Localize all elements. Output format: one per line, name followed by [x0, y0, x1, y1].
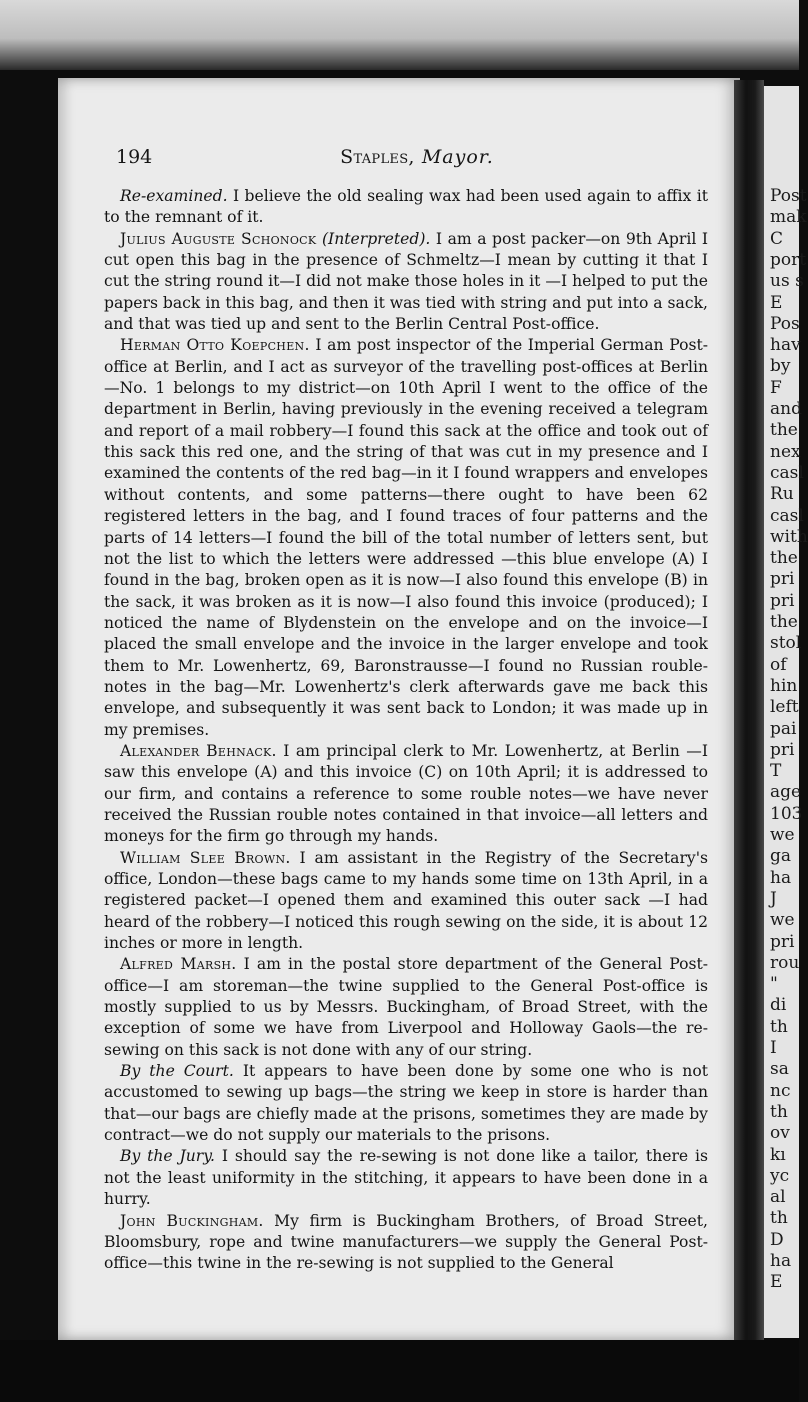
paragraph-text: I am post inspector of the Imperial German Post-office at Berlin, and I act as surveyor of the travelling post-offices at Berlin—No. 1 belongs to my district—on 10th April I went to the office of the department in Berlin, having previously in the evening received a telegram and report of a mail robbery—I found this sack at the office and took out of this sack this red one, and the string of that was cut in my presence and I examined the contents of the red bag—in it I found wrappers and envelopes without contents, and some patterns—there ought to have been 62 registered letters in the bag, and I found traces of four patterns and the parts of 14 letters—I found the bill of the total number of letters sent, but not the list to which the letters were addressed —this blue envelope (A) I found in the bag, broken open as it is now—I also found this envelope (B) in the sack, it was broken as it is now—I also found this invoice (produced); I noticed the name of Blydenstein on the envelope and on the invoice—I placed the small envelope and the invoice in the larger envelope and took them to Mr. Lowenhertz, 69, Baronstrausse—I found no Russian rouble-notes in the bag—Mr. Lowenhertz's clerk afterwards gave me back this envelope, and subsequently it was sent back to London; it was made up in my premises.	[104, 336, 709, 739]
speaker-name: Alfred Marsh.	[120, 955, 237, 974]
facing-page-fragment: casl	[770, 505, 804, 526]
paragraph-by-the-jury	[104, 1146, 708, 1210]
facing-page-edge	[764, 86, 808, 1338]
facing-page-fragment: pri	[770, 739, 795, 760]
facing-page-fragment: E	[770, 1272, 783, 1293]
paragraph-lead: Re-examined.	[120, 187, 228, 205]
facing-page-fragment: age	[770, 782, 802, 803]
facing-page-fragment: F	[770, 377, 782, 398]
paragraph-re-examined	[104, 186, 708, 229]
facing-page-fragment: mak	[770, 207, 807, 228]
facing-page-fragment: the	[770, 420, 798, 441]
book-gutter	[734, 80, 764, 1340]
running-head	[116, 146, 718, 168]
paragraph-behnack	[104, 741, 708, 848]
paragraph-text: I am in the postal store department of the General Post-office—I am storeman—the twine supplied to the General Post-office is mostly supplied to us by Messrs. Buckingham, of Broad Street, with the exception of some we have from Liverpool and Holloway Gaols—the re-sewing on this sack is not done with any of our string.	[104, 955, 709, 1059]
facing-page-fragment: left	[770, 697, 799, 718]
facing-page-fragment: al	[770, 1187, 786, 1208]
facing-page-fragment: pai	[770, 718, 797, 739]
facing-page-fragment: Pos	[770, 313, 800, 334]
facing-page-fragment: nex	[770, 441, 801, 462]
facing-page-fragment: we	[770, 825, 795, 845]
facing-page-fragment: sa	[770, 1059, 789, 1080]
speaker-name: Julius Auguste Schonock	[120, 229, 317, 248]
facing-page-fragment: casl	[770, 462, 804, 483]
facing-page-fragment: di	[770, 995, 787, 1016]
paragraph-brown	[104, 848, 708, 955]
paragraph-koepchen	[104, 335, 708, 741]
speaker-name: John Buckingham.	[120, 1211, 264, 1230]
facing-page-fragment: by	[770, 356, 791, 377]
facing-page-fragment: T	[770, 761, 782, 782]
paragraph-text: I am principal clerk to Mr. Lowenhertz, at Berlin —I saw this envelope (A) and this invoice (C) on 10th April; it is addressed to our firm, and contains a reference to some rouble notes—we have never received the Russian rouble notes contained in that invoice—all letters and moneys for the firm go through my hands.	[104, 741, 708, 846]
speaker-note: (Interpreted).	[321, 229, 431, 248]
facing-page-fragment: stol	[770, 633, 802, 654]
scan-bottom-edge	[0, 1340, 799, 1402]
facing-page-fragment: "	[770, 974, 778, 995]
body-text	[104, 186, 708, 1275]
paragraph-text: It appears to have been done by some one who is not accustomed to sewing up bags—the string we keep in store is harder than that—our bags are chiefly made at the prisons, sometimes they are made by contract—we do not supply our materials to the prisons.	[104, 1062, 708, 1145]
paragraph-schonock	[104, 229, 708, 336]
scan-top-fringe	[0, 0, 799, 70]
page-number: 194	[116, 146, 153, 168]
facing-page-fragment: th	[770, 1016, 788, 1037]
facing-page-fragment: C	[770, 228, 784, 249]
running-head-name: Staples,	[340, 146, 415, 168]
paragraph-marsh	[104, 954, 708, 1061]
facing-page-fragment: J	[770, 888, 777, 909]
facing-page-fragment: hav	[770, 335, 801, 356]
paragraph-text: I believe the old sealing wax had been used again to affix it to the remnant of it.	[104, 187, 708, 227]
facing-page-fragment: ga	[770, 846, 792, 867]
facing-page-fragment: th	[770, 1208, 788, 1229]
facing-page-fragment: hin	[770, 675, 798, 696]
facing-page-fragment: D	[770, 1229, 784, 1250]
paragraph-text: I should say the re-sewing is not done like a tailor, there is not the least uniformity in the stitching, it appears to have been done in a hurry.	[104, 1147, 708, 1209]
facing-page-fragment: 103	[770, 803, 803, 824]
speaker-name: Herman Otto Koepchen.	[120, 336, 310, 355]
facing-page-fragment: and	[770, 399, 802, 419]
paragraph-text: I am assistant in the Registry of the Secretary's office, London—these bags came to my hands some time on 13th April, in a registered packet—I opened them and examined this outer sack —I had heard of the robbery—I noticed this rough sewing on the side, it is about 12 inches or more in length.	[104, 848, 708, 953]
running-head-title: Mayor.	[421, 146, 494, 168]
paragraph-lead: By the Court.	[120, 1062, 234, 1081]
facing-page-fragment: of	[770, 654, 787, 675]
facing-page-fragment: the	[770, 612, 798, 632]
facing-page-fragment: kı	[770, 1144, 786, 1165]
paragraph-text: My firm is Buckingham Brothers, of Broad Street, Bloomsbury, rope and twine manufacturers—we supply the General Post-office—this twine in the re-sewing is not supplied to the General	[104, 1211, 708, 1273]
speaker-name: Alexander Behnack.	[120, 741, 277, 760]
facing-page-fragment: we	[770, 910, 795, 931]
facing-page-fragment: I	[770, 1038, 777, 1058]
facing-page-fragment: pri	[770, 590, 795, 611]
facing-page-fragment: pri	[770, 931, 795, 952]
facing-page-fragment: the	[770, 548, 798, 569]
facing-page-fragment: nc	[770, 1080, 791, 1101]
facing-page-fragment: Ru	[770, 484, 794, 505]
facing-page-fragment: pri	[770, 569, 795, 590]
facing-page-fragment: ov	[770, 1123, 790, 1144]
paragraph-text: I am a post packer—on 9th April I cut open this bag in the presence of Schmeltz—I mean by cutting it that I cut the string round it—I did not make those holes in it —I helped to put the papers back in this bag, and then it was tied with string and put into a sack, and that was tied up and sent to the Berlin Central Post-office.	[104, 229, 708, 334]
facing-page-fragment: yc	[770, 1165, 790, 1186]
facing-page-fragment: port	[770, 249, 807, 270]
page-header	[116, 146, 718, 172]
paragraph-buckingham	[104, 1211, 708, 1275]
facing-page-fragment: ha	[770, 1251, 792, 1271]
facing-page-fragment: with	[770, 526, 808, 547]
paragraph-by-the-court	[104, 1061, 708, 1146]
speaker-name: William Slee Brown.	[120, 848, 291, 867]
paragraph-lead: By the Jury.	[120, 1147, 215, 1166]
facing-page-fragment: rou	[770, 952, 800, 973]
facing-page-fragment: th	[770, 1101, 788, 1122]
facing-page-fragment: Post	[770, 186, 807, 206]
facing-page-fragment: E	[770, 292, 783, 313]
facing-page-fragment: ha	[770, 867, 792, 888]
facing-page-fragment: us s	[770, 271, 804, 292]
